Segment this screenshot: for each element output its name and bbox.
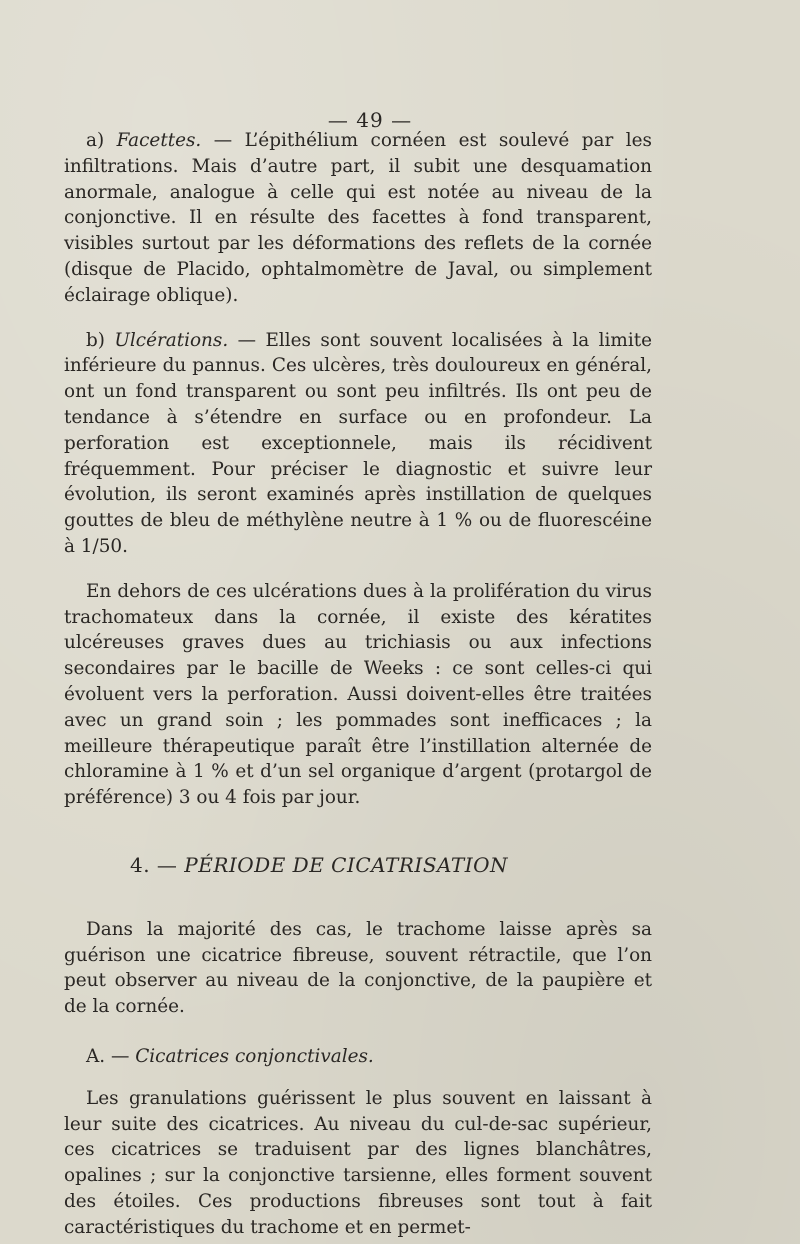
paragraph-ulcerations (64, 328, 652, 560)
paragraph-label: b) (86, 329, 115, 351)
section-title: PÉRIODE DE CICATRISATION (184, 852, 509, 877)
section-heading (64, 853, 652, 879)
paragraph-cicatrisation (64, 917, 652, 1020)
paragraph-text: — L’épithélium cornéen est soulevé par les infiltrations. Mais d’autre part, il subit une desquamation anormale, analogue à celle qui est notée au niveau de la conjonctive. Il en résulte des facettes à fond transparent, visibles surtout par les déformations des reflets de la cornée (disque de Placido, ophtalmomètre de Javal, ou simplement éclairage oblique). (64, 130, 652, 306)
paragraph-facettes (64, 128, 652, 309)
paragraph-granulations (64, 1086, 652, 1241)
paragraph-title: Facettes. (116, 130, 202, 151)
paragraph-text: — Elles sont souvent localisées à la limite inférieure du pannus. Ces ulcères, très douloureux en général, ont un fond transparent ou sont peu infiltrés. Ils ont peu de tendance à s’étendre en surface ou en profondeur. La perforation est exceptionnele, mais ils récidivent fréquemment. Pour préciser le diagnostic et suivre leur évolution, ils seront examinés après instillation de quelques gouttes de bleu de méthylène neutre à 1 % ou de fluorescéine à 1/50. (64, 329, 652, 557)
paragraph-text: Dans la majorité des cas, le trachome laisse après sa guérison une cicatrice fibreuse, souvent rétractile, que l’on peut observer au niveau de la conjonctive, de la paupière et de la cornée. (64, 918, 652, 1018)
paragraph-keratites (64, 579, 652, 811)
section-number: 4. — (129, 852, 185, 877)
page-number: — 49 — (327, 108, 413, 132)
paragraph-text: En dehors de ces ulcérations dues à la prolifération du virus trachomateux dans la cornée, il existe des kératites ulcéreuses graves dues au trichiasis ou aux infections secondaires par le bacille de Weeks : ce sont celles-ci qui évoluent vers la perforation. Aussi doivent-elles être traitées avec un grand soin ; les pommades sont inefficaces ; la meilleure thérapeutique paraît être l’instillation alternée de chloramine à 1 % et d’un sel organique d’argent (protargol de préférence) 3 ou 4 fois par jour. (64, 580, 652, 809)
body-text (64, 128, 652, 1240)
subsection-number: A. — (86, 1045, 136, 1067)
paragraph-title: Ulcérations. (114, 329, 229, 351)
paragraph-text: Les granulations guérissent le plus souvent en laissant à leur suite des cicatrices. Au niveau du cul-de-sac supérieur, ces cicatrices se traduisent par des lignes blanchâtres, opalines ; sur la conjonctive tarsienne, elles forment souvent des étoiles. Ces productions fibreuses sont tout à fait caractéristiques du trachome et en permet- (64, 1087, 652, 1238)
subsection-heading (64, 1044, 652, 1070)
paragraph-label: a) (86, 130, 117, 151)
subsection-title: Cicatrices conjonctivales. (135, 1045, 374, 1067)
